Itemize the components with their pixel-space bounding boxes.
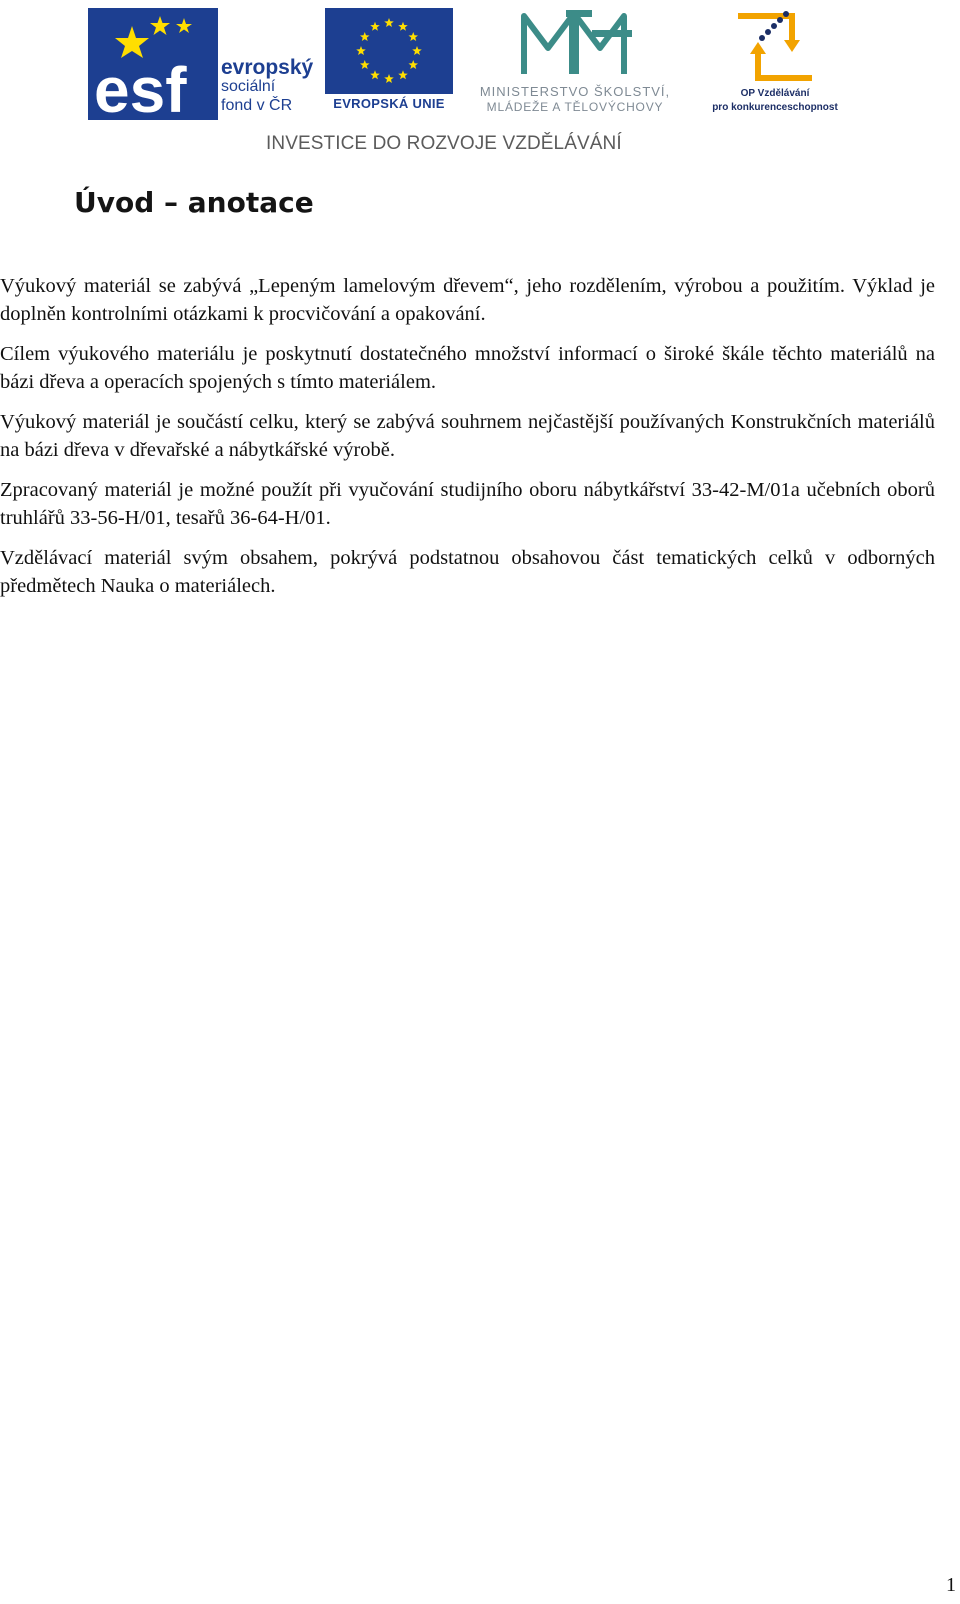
esf-logo-icon: [88, 8, 218, 120]
msmt-logo: [466, 8, 684, 118]
op-logo-line2: pro konkurenceschopnost: [712, 102, 838, 113]
op-logo-line1: OP Vzdělávání: [740, 88, 810, 99]
esf-logo-line3: fond v ČR: [221, 97, 293, 114]
msmt-logo-line2: MLÁDEŽE A TĚLOVÝCHOVY: [486, 100, 664, 114]
paragraph-1: Výukový materiál se zabývá „Lepeným lamelovým dřevem“, jeho rozdělením, výrobou a použitím. Výklad je doplněn kontrolními otázkami k procvičování a opakování.: [0, 275, 935, 325]
esf-logo: [88, 8, 318, 120]
eu-logo: [325, 8, 453, 112]
paragraph-2: Cílem výukového materiálu je poskytnutí dostatečného množství informací o široké škále těchto materiálů na bázi dřeva a operacích spojených s tímto materiálem.: [0, 343, 935, 393]
document-body: [0, 272, 935, 612]
page-number: 1: [946, 1574, 956, 1596]
document-title: Úvod – anotace: [74, 186, 314, 219]
paragraph-3: Výukový materiál je součástí celku, který se zabývá souhrnem nejčastější používaných Konstrukčních materiálů na bázi dřeva v dřevařské a nábytkářské výrobě.: [0, 411, 935, 461]
svg-text:esf: esf: [94, 54, 187, 120]
esf-logo-line2: sociální: [221, 78, 276, 95]
eu-logo-label: EVROPSKÁ UNIE: [333, 96, 445, 111]
eu-flag-icon: [325, 8, 453, 94]
esf-logo-line1: evropský: [221, 56, 314, 79]
msmt-logo-icon: [466, 8, 684, 82]
msmt-logo-line1: MINISTERSTVO ŠKOLSTVÍ,: [479, 84, 671, 99]
header-tagline: INVESTICE DO ROZVOJE VZDĚLÁVÁNÍ: [266, 133, 622, 154]
paragraph-4: Zpracovaný materiál je možné použít při vyučování studijního oboru nábytkářství 33-42-M/01a učebních oborů truhlářů 33-56-H/01, tesařů 36-64-H/01.: [0, 479, 935, 529]
op-logo-icon: [700, 8, 850, 86]
paragraph-5: Vzdělávací materiál svým obsahem, pokrývá podstatnou obsahovou část tematických celků v odborných předmětech Nauka o materiálech.: [0, 547, 935, 597]
logo-row: [88, 8, 868, 120]
op-logo: [700, 8, 850, 120]
